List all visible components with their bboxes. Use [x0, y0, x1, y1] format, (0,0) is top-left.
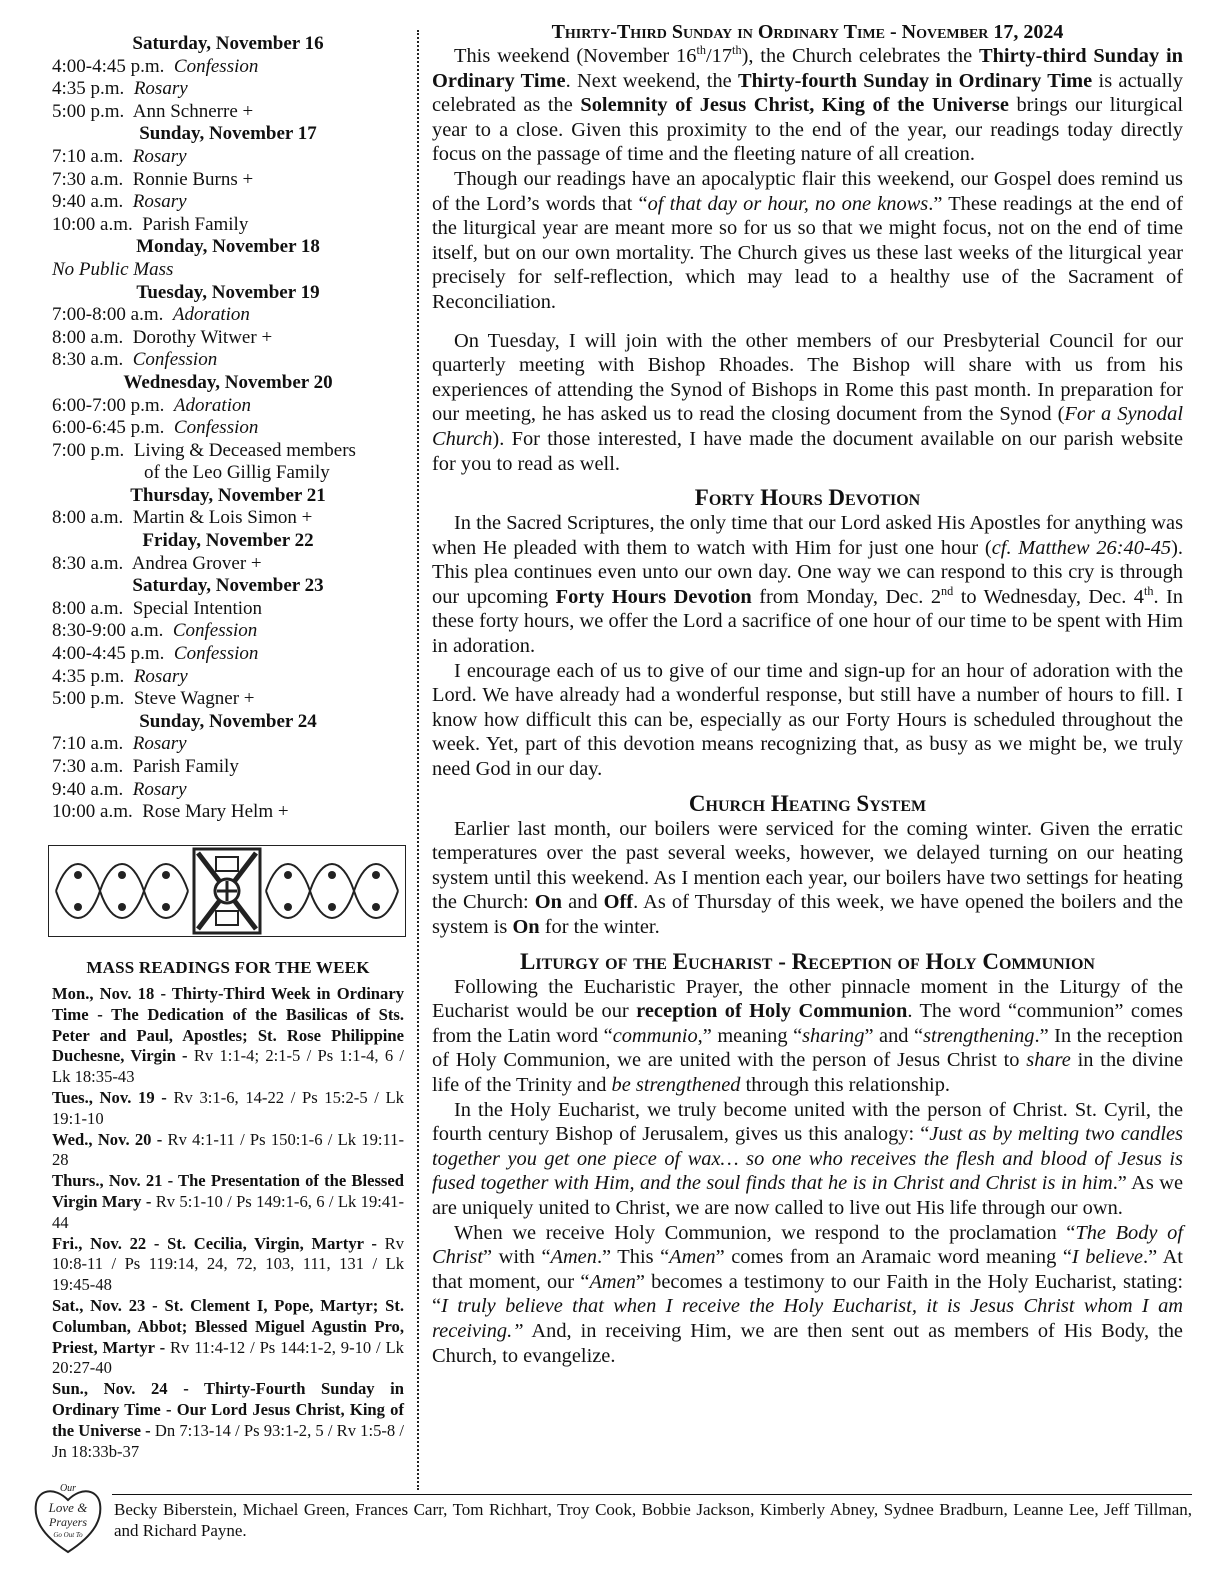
reading-refs: Rv 10:8-11 / Ps 119:14, 24, 72, 103, 111, 131 / Lk 19:45-48	[52, 1233, 404, 1295]
reading-refs: Dn 7:13-14 / Ps 93:1-2, 5 / Rv 1:5-8 / Jn 18:33b-37	[52, 1420, 404, 1461]
schedule-entry	[52, 56, 404, 79]
schedule-day-heading: Friday, November 22	[142, 530, 314, 552]
schedule-intention: Rosary	[132, 733, 187, 755]
schedule-time: 7:30 a.m.	[52, 756, 124, 777]
schedule-time: 5:00 p.m.	[52, 688, 125, 710]
communion-paragraph-3: When we receive Holy Communion, we respond to the proclamation “The Body of Christ” with “Amen.” This “Amen” comes from an Aramaic word meaning “I believe.” At that moment, our “Amen” becomes a testimony to our Faith in the Holy Eucharist, stating: “I truly believe that when I receive the Holy Eucharist, it is Jesus Christ whom I am receiving.” And, in receiving Him, we are then sent out as members of His Body, the Church, to evangelize.	[432, 1221, 1184, 1367]
mass-schedule-column	[52, 33, 404, 824]
schedule-time: 8:30-9:00 a.m.	[52, 620, 164, 642]
schedule-intention: Ronnie Burns +	[132, 168, 254, 190]
schedule-entry	[52, 78, 404, 101]
schedule-day-heading: Wednesday, November 20	[123, 371, 333, 393]
schedule-intention: Rosary	[132, 191, 187, 213]
readings-list	[52, 984, 404, 1462]
schedule-time: 5:00 p.m.	[52, 100, 125, 122]
schedule-entry	[52, 553, 404, 576]
schedule-entry	[52, 417, 404, 440]
schedule-time: 8:30 a.m.	[52, 349, 124, 371]
reading-title: Thurs., Nov. 21 - The Presentation of the Blessed Virgin Mary -	[52, 1171, 404, 1211]
schedule-entry	[52, 214, 404, 237]
forty-hours-paragraph-1: In the Sacred Scriptures, the only time that our Lord asked His Apostles for anything was when He pleaded with them to watch with Him for just one hour (cf. Matthew 26:40-45). This plea continues even unto our own day. One way we can respond to this cry is through our upcoming Forty Hours Devotion from Monday, Dec. 2nd to Wednesday, Dec. 4th. In these forty hours, we offer the Lord a sacrifice of one hour of our time to be spent with Him in adoration.	[432, 512, 1184, 658]
schedule-entry	[52, 733, 404, 756]
reading-refs: Rv 1:1-4; 2:1-5 / Ps 1:1-4, 6 / Lk 18:35-43	[52, 1046, 404, 1087]
schedule-entry	[52, 507, 404, 530]
article-title: Thirty-Third Sunday in Ordinary Time - November 17, 2024	[551, 21, 1064, 43]
logo-text-2: Love &	[48, 1500, 88, 1515]
schedule-entry	[52, 304, 404, 327]
schedule-intention-continued: of the Leo Gillig Family	[144, 462, 330, 484]
schedule-time: 8:00 a.m.	[52, 326, 124, 348]
schedule-day-heading: Tuesday, November 19	[136, 281, 320, 303]
reading-title: Sat., Nov. 23 - St. Clement I, Pope, Martyr; St. Columban, Abbot; Blessed Miguel Agustin Pro, Priest, Martyr -	[52, 1295, 404, 1357]
schedule-time: 4:35 p.m.	[52, 665, 125, 687]
schedule-entry	[52, 395, 404, 418]
paragraph-intro: This weekend (November 16th/17th), the Church celebrates the Thirty-third Sunday in Ordinary Time. Next weekend, the Thirty-fourth Sunday in Ordinary Time is actually celebrated as the Solemnity of Jesus Christ, King of the Universe brings our liturgical year to a close. Given this proximity to the end of the year, our readings today directly focus on the passage of time and the fleeting nature of all creation.	[432, 43, 1183, 166]
schedule-intention: No Public Mass	[52, 258, 174, 280]
schedule-time: 4:35 p.m.	[52, 78, 125, 100]
heating-heading: Church Heating System	[688, 790, 927, 816]
mass-readings	[52, 958, 404, 1462]
logo-text-1: Our	[59, 1483, 77, 1494]
schedule-day-heading: Sunday, November 24	[139, 710, 317, 732]
schedule-entry	[52, 779, 404, 802]
schedule-time: 10:00 a.m.	[52, 213, 133, 235]
reading-refs: Rv 4:1-11 / Ps 150:1-6 / Lk 19:11-28	[52, 1129, 404, 1170]
forty-hours-paragraph-2: I encourage each of us to give of our time and sign-up for an hour of adoration with the Lord. We have already had a wonderful response, but still have a number of hours to fill. I know how difficult this can be, especially as our Forty Hours is scheduled throughout the week. Yet, part of this devotion means recognizing that, as busy as we might be, we truly need God in our day.	[432, 659, 1183, 781]
schedule-time: 10:00 a.m.	[52, 801, 133, 823]
schedule-day-heading: Monday, November 18	[136, 236, 320, 258]
reading-refs: Rv 11:4-12 / Ps 144:1-2, 9-10 / Lk 20:27-40	[52, 1337, 404, 1378]
reading-item	[52, 1130, 404, 1172]
schedule-intention: Adoration	[172, 304, 250, 326]
schedule-entry	[52, 146, 404, 169]
schedule-entry	[52, 801, 404, 824]
schedule-intention: Martin & Lois Simon +	[132, 507, 313, 529]
schedule-entry	[52, 756, 404, 779]
schedule-entry	[52, 440, 404, 485]
schedule-intention: Parish Family	[132, 756, 239, 777]
reading-item	[52, 984, 404, 1088]
schedule-intention: Rosary	[133, 78, 188, 100]
footer-rule	[112, 1494, 1192, 1495]
schedule-time: 7:00 p.m.	[52, 439, 125, 461]
bulletin-article	[432, 20, 1183, 1368]
schedule-day-heading: Saturday, November 16	[132, 33, 324, 54]
reading-item	[52, 1379, 404, 1462]
paragraph-synod: On Tuesday, I will join with the other members of our Presbyterial Council for our quarterly meeting with Bishop Rhoades. The Bishop will share with us from his experiences of attending the Synod of Bishops in Rome this past month. In preparation for our meeting, he has asked us to read the closing document from the Synod (For a Synodal Church). For those interested, I have made the document available on our parish website for you to read as well.	[432, 329, 1183, 475]
schedule-entry	[52, 688, 404, 711]
schedule-entry	[52, 259, 404, 282]
schedule-intention: Steve Wagner +	[133, 688, 255, 710]
reading-title: Sun., Nov. 24 - Thirty-Fourth Sunday in Ordinary Time - Our Lord Jesus Christ, King of the Universe -	[52, 1379, 404, 1440]
schedule-intention: Andrea Grover +	[131, 552, 262, 574]
schedule-intention: Rosary	[132, 145, 187, 167]
schedule-intention: Confession	[173, 55, 259, 77]
reading-title: Fri., Nov. 22 - St. Cecilia, Virgin, Martyr -	[52, 1233, 377, 1253]
schedule-intention: Ann Schnerre +	[132, 100, 254, 122]
readings-heading: MASS READINGS FOR THE WEEK	[86, 958, 370, 977]
logo-text-3: Prayers	[49, 1515, 87, 1529]
schedule-entry	[52, 643, 404, 666]
schedule-intention: Parish Family	[142, 213, 249, 235]
reading-item	[52, 1234, 404, 1296]
reading-refs: Rv 3:1-6, 14-22 / Ps 15:2-5 / Lk 19:1-10	[52, 1087, 404, 1128]
schedule-intention: Rosary	[133, 665, 188, 687]
schedule-time: 9:40 a.m.	[52, 191, 124, 213]
decorative-ornament	[48, 845, 406, 937]
schedule-day-heading: Sunday, November 17	[139, 123, 317, 145]
schedule-time: 8:00 a.m.	[52, 597, 124, 619]
schedule-time: 7:10 a.m.	[52, 733, 124, 755]
communion-paragraph-2: In the Holy Eucharist, we truly become united with the person of Christ. St. Cyril, the fourth century Bishop of Jerusalem, gives us this analogy: “Just as by melting two candles together you get one piece of wax… so one who receives the flesh and blood of Jesus is fused together with Him, and the soul finds that he is in Christ and Christ is in him.” As we are uniquely united to Christ, we are now called to live out His life through our own.	[432, 1098, 1183, 1219]
schedule-entry	[52, 666, 404, 689]
communion-paragraph-1: Following the Eucharistic Prayer, the other pinnacle moment in the Liturgy of the Eucharist would be our reception of Holy Communion. The word “communion” comes from the Latin word “communio,” meaning “sharing” and “strengthening.” In the reception of Holy Communion, we are united with the person of Jesus Christ to share in the divine life of the Trinity and be strengthened through this relationship.	[432, 975, 1183, 1096]
schedule-time: 7:10 a.m.	[52, 145, 124, 167]
reading-title: Wed., Nov. 20 -	[52, 1129, 163, 1149]
forty-hours-heading: Forty Hours Devotion	[694, 485, 921, 511]
schedule-time: 7:00-8:00 a.m.	[52, 304, 164, 326]
schedule-intention: Special Intention	[132, 597, 263, 619]
schedule-entry	[52, 327, 404, 350]
schedule-intention: Confession	[132, 349, 218, 371]
prayer-list: Becky Biberstein, Michael Green, Frances Carr, Tom Richhart, Troy Cook, Bobbie Jackson, Kimberly Abney, Sydnee Bradburn, Leanne Lee, Jeff Tillman, and Richard Payne.	[114, 1500, 1192, 1540]
reading-refs: Rv 5:1-10 / Ps 149:1-6, 6 / Lk 19:41-44	[52, 1191, 404, 1232]
schedule-entry	[52, 169, 404, 192]
schedule-intention: Dorothy Witwer +	[132, 326, 273, 348]
schedule-day-heading: Thursday, November 21	[130, 484, 326, 506]
schedule-time: 8:30 a.m.	[52, 552, 124, 574]
schedule-intention: Living & Deceased members	[133, 439, 356, 461]
schedule-entry	[52, 349, 404, 372]
schedule-intention: Adoration	[173, 394, 251, 416]
schedule-time: 4:00-4:45 p.m.	[52, 643, 165, 665]
schedule-intention: Rose Mary Helm +	[142, 801, 289, 823]
reading-title: Tues., Nov. 19 -	[52, 1087, 167, 1107]
mass-schedule	[52, 33, 404, 824]
column-divider	[417, 30, 419, 1490]
logo-text-4: Go Out To	[53, 1531, 83, 1539]
schedule-entry	[52, 191, 404, 214]
reading-item	[52, 1296, 404, 1379]
heating-paragraph: Earlier last month, our boilers were serviced for the coming winter. Given the erratic temperatures over the past several weeks, however, we delayed turning on our heating system until this weekend. As I mention each year, our boilers have two settings for heating the Church: On and Off. As of Thursday of this week, we have opened the boilers and the system is On for the winter.	[432, 817, 1183, 938]
schedule-time: 4:00-4:45 p.m.	[52, 55, 165, 77]
reading-item	[52, 1171, 404, 1233]
schedule-time: 7:30 a.m.	[52, 168, 124, 190]
schedule-time: 9:40 a.m.	[52, 778, 124, 800]
schedule-time: 6:00-6:45 p.m.	[52, 417, 165, 439]
schedule-intention: Rosary	[132, 778, 187, 800]
schedule-time: 8:00 a.m.	[52, 507, 124, 529]
paragraph-readings: Though our readings have an apocalyptic flair this weekend, our Gospel does remind us of the Lord’s words that “of that day or hour, no one knows.” These readings at the end of the liturgical year are meant more so for us so that we might focus, not on the end of time itself, but on our own mortality. The Church gives us these last weeks of the liturgical year precisely for self-reflection, which may lead to a healthy use of the Sacrament of Reconciliation.	[432, 167, 1183, 313]
reading-title: Mon., Nov. 18 - Thirty-Third Week in Ordinary Time - The Dedication of the Basilicas of Sts. Peter and Paul, Apostles; St. Rose Philippine Duchesne, Virgin -	[52, 984, 404, 1066]
schedule-entry	[52, 598, 404, 621]
schedule-intention: Confession	[172, 620, 258, 642]
schedule-day-heading: Saturday, November 23	[132, 575, 324, 597]
schedule-time: 6:00-7:00 p.m.	[52, 394, 165, 416]
schedule-intention: Confession	[173, 643, 259, 665]
schedule-intention: Confession	[173, 417, 259, 439]
communion-heading: Liturgy of the Eucharist - Reception of Holy Communion	[520, 948, 1095, 974]
prayers-logo	[30, 1478, 106, 1558]
reading-item	[52, 1088, 404, 1130]
schedule-entry	[52, 620, 404, 643]
schedule-entry	[52, 101, 404, 124]
